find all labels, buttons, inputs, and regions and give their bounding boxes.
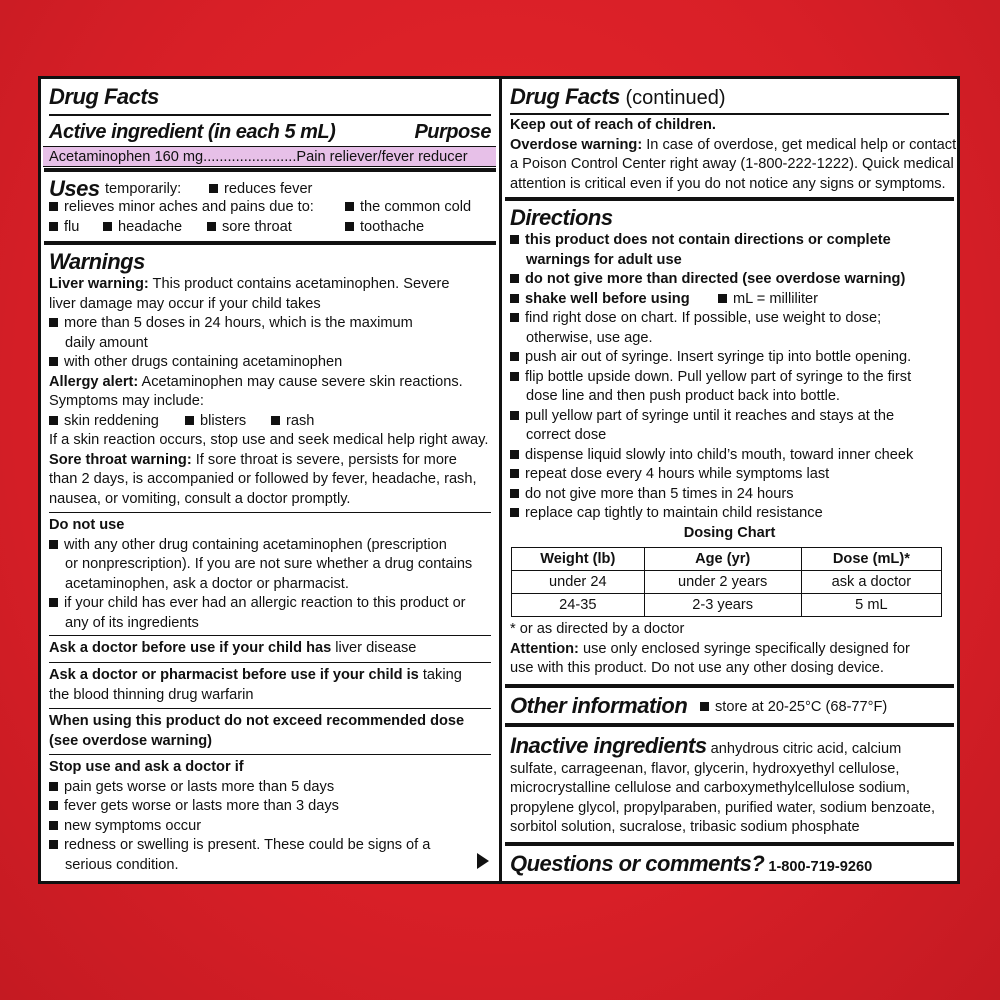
text-line: propylene glycol, propylparaben, purified water, sodium benzoate, — [510, 799, 936, 816]
questions-section — [510, 851, 949, 878]
text-line: or nonprescription). If you are not sure whether a drug contains — [65, 556, 473, 572]
table-row — [512, 571, 942, 594]
divider — [49, 708, 491, 709]
text-line: temporarily: — [105, 181, 182, 197]
text-line: the blood thinning drug warfarin — [49, 686, 254, 703]
text-line: Weight (lb) — [512, 548, 645, 571]
active-ingredient-row: Acetaminophen 160 mg.......................Pain reliever/fever reducer — [43, 146, 496, 167]
text-line: Keep out of reach of children. — [510, 117, 716, 133]
text-line: Dose (mL)* — [801, 548, 941, 571]
divider — [49, 662, 491, 663]
text-line: Ask a doctor before use if your child has — [49, 640, 332, 656]
text-line: 5 mL — [801, 594, 941, 617]
divider — [505, 197, 954, 201]
divider — [510, 113, 949, 115]
bullet-square-icon — [700, 702, 709, 711]
bullet-square-icon — [49, 222, 58, 231]
text-line: Allergy alert: — [49, 373, 139, 390]
continue-arrow-icon — [477, 853, 489, 869]
text-line: (see overdose warning) — [49, 732, 213, 749]
bullet-square-icon — [49, 821, 58, 830]
text-line: Purpose — [414, 121, 491, 143]
dosing-chart-title: Dosing Chart — [683, 524, 776, 541]
text-line: do not give more than directed (see overdose warning) — [525, 271, 906, 287]
active-ingredient-header — [49, 119, 491, 145]
bullet-square-icon — [49, 840, 58, 849]
text-line: flu — [64, 218, 80, 235]
bullet-square-icon — [510, 489, 519, 498]
text-line: Drug Facts — [510, 84, 620, 109]
other-information-section — [510, 693, 949, 717]
text-line: with other drugs containing acetaminophen — [64, 354, 343, 370]
text-line: Liver warning: — [49, 276, 149, 292]
text-line: liver disease — [331, 640, 417, 656]
drug-facts-panel — [38, 76, 960, 884]
text-line: push air out of syringe. Insert syringe tip into bottle opening. — [525, 349, 912, 365]
drug-facts-continued-title — [510, 84, 949, 110]
text-line: Active ingredient (in each 5 mL) — [49, 121, 336, 143]
text-line: attention is critical even if you do not notice any signs or symptoms. — [510, 175, 946, 192]
bullet-square-icon — [510, 450, 519, 459]
text-line: Stop use and ask a doctor if — [49, 759, 244, 775]
text-line: Inactive ingredients — [510, 733, 707, 758]
bullet-square-icon — [510, 235, 519, 244]
text-line: shake well before using — [525, 290, 690, 307]
text-line: find right dose on chart. If possible, use weight to dose; — [525, 310, 882, 326]
attention-section — [510, 620, 949, 679]
text-line: Uses — [49, 176, 100, 201]
text-line: rash — [286, 412, 315, 429]
table-row — [512, 594, 942, 617]
drug-facts-left-column — [41, 79, 502, 881]
text-line: a Poison Control Center right away (1-800-222-1222). Quick medical — [510, 156, 954, 172]
bullet-square-icon — [271, 416, 280, 425]
text-line: 1-800-719-9260 — [764, 859, 873, 875]
divider — [49, 114, 491, 116]
text-line: store at 20-25°C (68-77°F) — [715, 699, 888, 715]
text-line: warnings for adult use — [526, 251, 682, 268]
text-line: Sore throat warning: — [49, 451, 192, 468]
text-line: the common cold — [360, 199, 472, 215]
text-line: Drug Facts — [49, 84, 159, 109]
text-line: toothache — [360, 218, 425, 235]
text-line: skin reddening — [64, 412, 159, 429]
text-line: When using this product do not exceed recommended dose — [49, 713, 465, 729]
text-line: sulfate, carrageenan, flavor, glycerin, hydroxyethyl cellulose, — [510, 760, 900, 777]
bullet-square-icon — [510, 352, 519, 361]
text-line: relieves minor aches and pains due to: — [64, 199, 314, 215]
ask-pharmacist-section — [49, 666, 491, 705]
text-line: do not give more than 5 times in 24 hours — [525, 485, 794, 502]
text-line: Attention: — [510, 640, 579, 657]
bullet-square-icon — [345, 202, 354, 211]
text-line: Warnings — [49, 249, 145, 274]
text-line: sore throat — [222, 218, 292, 235]
text-line: Questions or comments? — [510, 851, 765, 876]
text-line: more than 5 doses in 24 hours, which is the maximum — [64, 315, 413, 331]
text-line: liver damage may occur if your child takes — [49, 295, 321, 312]
text-line: Acetaminophen may cause severe skin reactions. — [138, 373, 463, 390]
text-line: mL = milliliter — [733, 290, 819, 307]
text-line: If a skin reaction occurs, stop use and seek medical help right away. — [49, 432, 489, 448]
keep-out-section — [510, 116, 957, 194]
text-line: Directions — [510, 205, 613, 230]
text-line: Symptoms may include: — [49, 393, 204, 409]
text-line: dose line and then push product back into bottle. — [526, 388, 840, 404]
text-line: reduces fever — [224, 181, 313, 197]
text-line: Age (yr) — [644, 548, 801, 571]
bullet-square-icon — [510, 372, 519, 381]
text-line: nausea, or vomiting, consult a doctor promptly. — [49, 490, 351, 507]
ask-doctor-section — [49, 639, 491, 659]
when-using-section — [49, 712, 491, 751]
bullet-square-icon — [510, 294, 519, 303]
bullet-square-icon — [49, 416, 58, 425]
text-line: redness or swelling is present. These could be signs of a — [64, 837, 431, 853]
text-line: 2-3 years — [644, 594, 801, 617]
text-line: daily amount — [65, 334, 148, 351]
text-line: In case of overdose, get medical help or contact — [642, 136, 957, 153]
text-line: repeat dose every 4 hours while symptoms last — [525, 466, 830, 482]
bullet-square-icon — [510, 274, 519, 283]
bullet-square-icon — [49, 782, 58, 791]
directions-section — [510, 205, 949, 543]
text-line: ask a doctor — [801, 571, 941, 594]
text-line: Do not use — [49, 517, 125, 533]
text-line: pain gets worse or lasts more than 5 days — [64, 778, 335, 795]
text-line: sorbitol solution, sucralose, tribasic sodium phosphate — [510, 819, 860, 835]
text-line: under 24 — [512, 571, 645, 594]
text-line: (continued) — [619, 87, 726, 109]
bullet-square-icon — [510, 469, 519, 478]
text-line: Ask a doctor or pharmacist before use if your child is — [49, 667, 419, 683]
text-line: if your child has ever had an allergic reaction to this product or — [64, 595, 466, 611]
divider — [49, 512, 491, 513]
text-line: flip bottle upside down. Pull yellow part of syringe to the first — [525, 368, 912, 385]
bullet-square-icon — [185, 416, 194, 425]
divider — [49, 754, 491, 755]
uses-section — [49, 176, 491, 237]
bullet-square-icon — [510, 411, 519, 420]
text-line: Other information — [510, 693, 688, 718]
bullet-square-icon — [207, 222, 216, 231]
warnings-section — [49, 249, 491, 509]
text-line: headache — [118, 218, 183, 235]
text-line: fever gets worse or lasts more than 3 days — [64, 798, 339, 814]
text-line: new symptoms occur — [64, 817, 202, 834]
bullet-square-icon — [510, 313, 519, 322]
text-line: blisters — [200, 412, 247, 429]
stop-use-section — [49, 758, 491, 875]
do-not-use-section — [49, 516, 491, 633]
text-line: pull yellow part of syringe until it reaches and stays at the — [525, 407, 895, 424]
bullet-square-icon — [49, 318, 58, 327]
text-line: serious condition. — [65, 856, 179, 873]
inactive-ingredients-section — [510, 733, 949, 838]
divider — [44, 241, 496, 245]
text-line: * or as directed by a doctor — [510, 621, 685, 637]
bullet-square-icon — [49, 357, 58, 366]
text-line: otherwise, use age. — [526, 329, 653, 346]
text-line: anhydrous citric acid, calcium — [706, 741, 902, 757]
bullet-square-icon — [510, 508, 519, 517]
bullet-square-icon — [345, 222, 354, 231]
drug-facts-title — [49, 84, 491, 110]
text-line: 24-35 — [512, 594, 645, 617]
text-line: with any other drug containing acetaminophen (prescription — [64, 536, 447, 553]
drug-facts-right-column — [502, 79, 957, 881]
text-line: than 2 days, is accompanied or followed by fever, headache, rash, — [49, 471, 477, 487]
text-line: this product does not contain directions or complete — [525, 232, 891, 248]
text-line: If sore throat is severe, persists for more — [191, 451, 457, 468]
text-line: Overdose warning: — [510, 136, 643, 153]
bullet-square-icon — [103, 222, 112, 231]
table-row — [512, 548, 942, 571]
divider — [505, 684, 954, 688]
divider — [49, 635, 491, 636]
bullet-square-icon — [49, 598, 58, 607]
divider — [44, 168, 496, 172]
text-line: dispense liquid slowly into child’s mouth, toward inner cheek — [525, 446, 914, 463]
text-line: replace cap tightly to maintain child resistance — [525, 505, 823, 521]
dosing-chart-table — [511, 547, 942, 617]
text-line: under 2 years — [644, 571, 801, 594]
text-line: correct dose — [526, 427, 607, 443]
bullet-square-icon — [209, 184, 218, 193]
divider — [505, 723, 954, 727]
bullet-square-icon — [49, 540, 58, 549]
text-line: taking — [418, 667, 462, 683]
text-line: use only enclosed syringe specifically designed for — [578, 640, 910, 657]
text-line: This product contains acetaminophen. Severe — [148, 276, 450, 292]
bullet-square-icon — [49, 801, 58, 810]
divider — [505, 842, 954, 846]
text-line: microcrystalline cellulose and carboxymethylcellulose sodium, — [510, 780, 910, 796]
bullet-square-icon — [49, 202, 58, 211]
bullet-square-icon — [718, 294, 727, 303]
text-line: any of its ingredients — [65, 614, 199, 631]
text-line: acetaminophen, ask a doctor or pharmacist. — [65, 575, 349, 592]
text-line: use with this product. Do not use any other dosing device. — [510, 660, 884, 676]
